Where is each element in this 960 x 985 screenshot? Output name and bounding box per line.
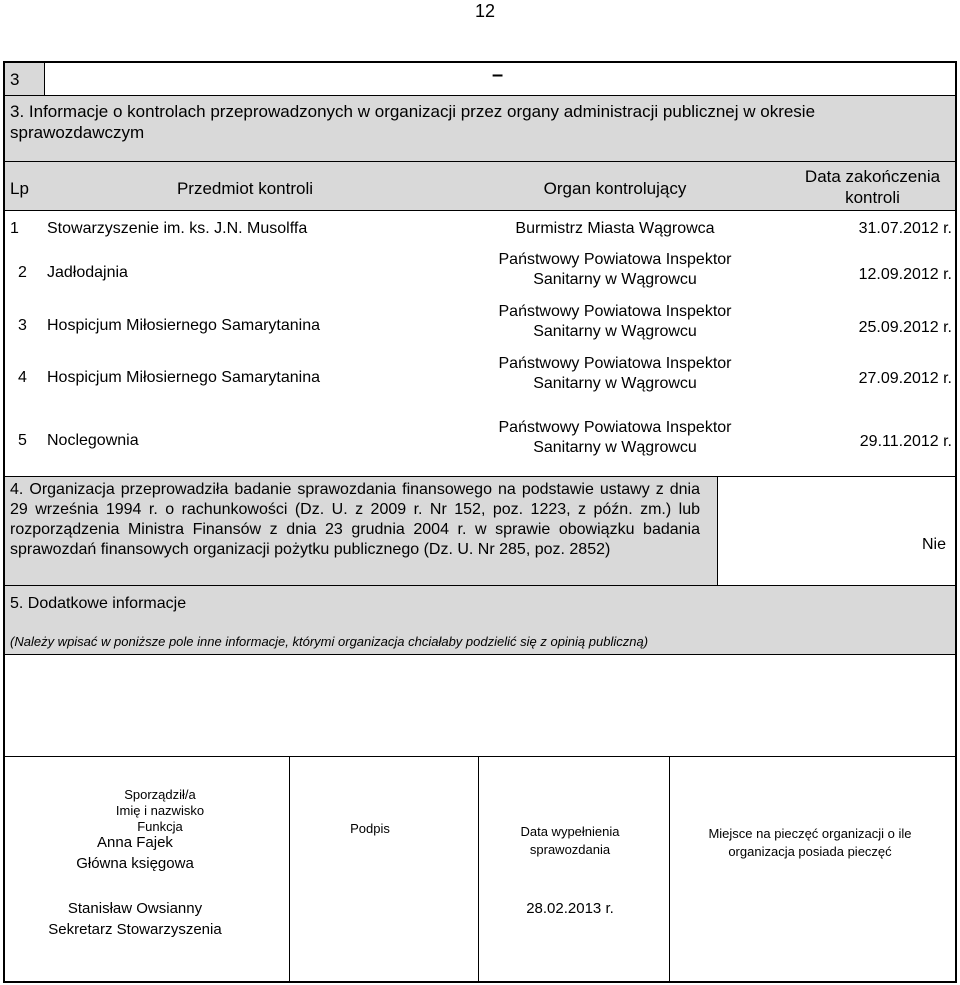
- col1-header-3: Funkcja: [137, 819, 183, 834]
- row-2-lp: 2: [18, 264, 27, 281]
- row-4-subject: Hospicjum Miłosiernego Samarytanina: [47, 369, 321, 386]
- section4-divider: [717, 477, 718, 585]
- row-2-subject: Jadłodajnia: [47, 264, 128, 281]
- frame-top: [3, 61, 957, 63]
- row-4-date: 27.09.2012 r.: [858, 370, 952, 387]
- header-organ: Organ kontrolujący: [543, 179, 687, 198]
- fill-date: 28.02.2013 r.: [526, 900, 614, 917]
- person2-name: Stanisław Owsianny: [67, 900, 203, 917]
- row-5-lp: 5: [18, 432, 27, 449]
- number-divider: [44, 62, 45, 96]
- stamp-header: Miejsce na pieczęć organizacji o ile organizacja posiada pieczęć: [708, 826, 912, 859]
- person1-name: Anna Fajek: [97, 834, 173, 851]
- row-3-subject: Hospicjum Miłosiernego Samarytanina: [47, 317, 321, 334]
- section3-title: 3. Informacje o kontrolach przeprowadzonych w organizacji przez organy administracji publicznej w okresie sprawozdawczym: [10, 102, 816, 142]
- dash-mark: –: [492, 64, 504, 86]
- section5-note: (Należy wpisać w poniższe pole inne informacje, którymi organizacja chciałaby podzielić się z opinią publiczną): [10, 634, 649, 649]
- signature-header: Podpis: [350, 821, 390, 836]
- section5-title: 5. Dodatkowe informacje: [10, 595, 187, 612]
- signature-headers: [70, 787, 250, 835]
- title-top-line: [4, 95, 956, 96]
- row-4-lp: 4: [18, 369, 27, 386]
- frame-left: [3, 61, 5, 983]
- section4-top-line: [4, 476, 956, 477]
- frame-bottom: [3, 981, 957, 983]
- row-5-organ: Państwowy Powiatowa Inspektor Sanitarny w Wągrowcu: [498, 419, 732, 456]
- row-3-lp: 3: [18, 317, 27, 334]
- row-1-lp: 1: [10, 220, 19, 237]
- page-number: 12: [474, 1, 496, 21]
- row-1-date: 31.07.2012 r.: [858, 220, 952, 237]
- section4-text: 4. Organizacja przeprowadziła badanie sprawozdania finansowego na podstawie ustawy z dnia 29 września 1994 r. o rachunkowości (Dz. U. z 2009 r. Nr 152, poz. 1223, z późn. zm.) lub rozporządzenia Ministra Finansów z dnia 23 grudnia 2004 r. w sprawie obowiązku badania sprawozdań finansowych organizacji pożytku publicznego (Dz. U. Nr 285, poz. 2852): [10, 481, 700, 558]
- row-1-subject: Stowarzyszenie im. ks. J.N. Musolffa: [47, 220, 308, 237]
- section5-bottom-line: [4, 654, 956, 655]
- person-2: [20, 898, 250, 940]
- row-1-organ: Burmistrz Miasta Wągrowca: [515, 220, 715, 237]
- sig-col-divider-3: [669, 757, 670, 982]
- row-3-date: 25.09.2012 r.: [858, 319, 952, 336]
- header-subject: Przedmiot kontroli: [176, 179, 314, 198]
- row-4-organ: Państwowy Powiatowa Inspektor Sanitarny w Wągrowcu: [498, 355, 732, 392]
- sig-col-divider-1: [289, 757, 290, 982]
- row-5-date: 29.11.2012 r.: [859, 433, 952, 450]
- section4-bottom-line: [4, 585, 956, 586]
- additional-info-bottom-line: [4, 756, 956, 757]
- person2-role: Sekretarz Stowarzyszenia: [48, 921, 222, 938]
- row-3-organ: Państwowy Powiatowa Inspektor Sanitarny w Wągrowcu: [498, 303, 732, 340]
- header-date: Data zakończenia kontroli: [804, 167, 941, 207]
- person-1: [30, 832, 240, 874]
- col1-header-2: Imię i nazwisko: [115, 803, 205, 818]
- row-2-date: 12.09.2012 r.: [858, 266, 952, 283]
- additional-info-area: [4, 655, 956, 757]
- headers-top-line: [4, 161, 956, 162]
- frame-right: [955, 61, 957, 983]
- fill-date-header: Data wypełnienia sprawozdania: [520, 824, 620, 857]
- section4-answer-cell: [718, 477, 956, 585]
- section-number: 3: [10, 70, 20, 89]
- sig-col-divider-2: [478, 757, 479, 982]
- row-2-organ: Państwowy Powiatowa Inspektor Sanitarny w Wągrowcu: [498, 251, 732, 288]
- header-lp: Lp: [10, 179, 29, 198]
- section4-answer: Nie: [922, 536, 947, 553]
- row-5-subject: Noclegownia: [47, 432, 139, 449]
- headers-bottom-line: [4, 210, 956, 211]
- col1-header-1: Sporządził/a: [124, 787, 196, 802]
- person1-role: Główna księgowa: [76, 855, 194, 872]
